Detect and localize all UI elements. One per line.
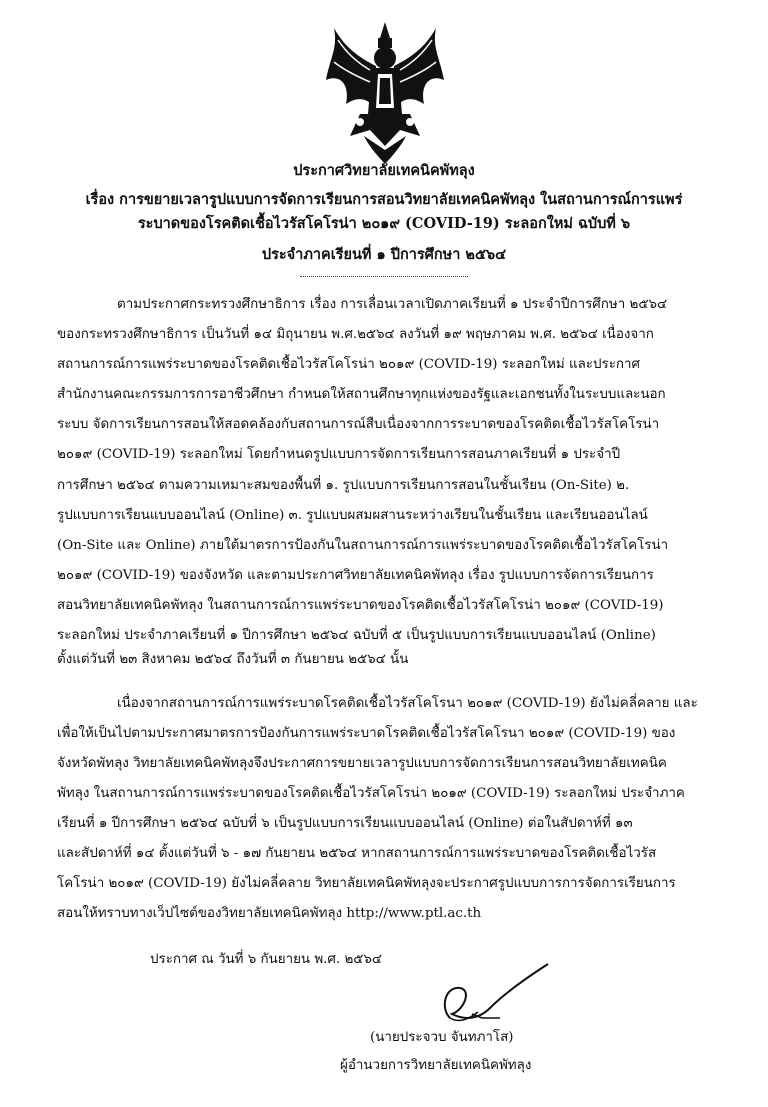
paragraph2-line: เนื่องจากสถานการณ์การแพร่ระบาดโรคติดเชื้อไวรัสโคโรนา ๒๐๑๙ (COVID-19) ยังไม่คลี่คลาย และ	[117, 696, 698, 711]
paragraph2-line: เรียนที่ ๑ ปีการศึกษา ๒๕๖๔ ฉบับที่ ๖ เป็นรูปแบบการเรียนแบบออนไลน์ (Online) ต่อในสัปดาห์ที่ ๑๓	[57, 816, 633, 831]
paragraph1-line: ๒๐๑๙ (COVID-19) ของจังหวัด และตามประกาศวิทยาลัยเทคนิคพัทลุง เรื่อง รูปแบบการจัดการเรียนการ	[57, 568, 654, 583]
subject-line-2: ระบาดของโรคติดเชื้อไวรัสโคโรน่า ๒๐๑๙ (COVID-19) ระลอกใหม่ ฉบับที่ ๖	[137, 215, 631, 232]
subject-line-1: เรื่อง การขยายเวลารูปแบบการจัดการเรียนการสอนวิทยาลัยเทคนิคพัทลุง ในสถานการณ์การแพร่	[85, 191, 683, 208]
signer-name: (นายประจวบ จันทภาโส)	[370, 1030, 514, 1045]
semester-line: ประจำภาคเรียนที่ ๑ ปีการศึกษา ๒๕๖๔	[261, 246, 507, 263]
paragraph1-line: ระลอกใหม่ ประจำภาคเรียนที่ ๑ ปีการศึกษา ๒๕๖๔ ฉบับที่ ๕ เป็นรูปแบบการเรียนแบบออนไลน์ (Online)	[57, 628, 656, 643]
paragraph1-line: การศึกษา ๒๕๖๔ ตามความเหมาะสมของพื้นที่ ๑. รูปแบบการเรียนการสอนในชั้นเรียน (On-Site) ๒.	[57, 478, 630, 493]
paragraph2-line: และสัปดาห์ที่ ๑๔ ตั้งแต่วันที่ ๖ - ๑๗ กันยายน ๒๕๖๔ หากสถานการณ์การแพร่ระบาดของโรคติดเชื้อไวรัส	[57, 846, 657, 861]
paragraph2-line: โคโรน่า ๒๐๑๙ (COVID-19) ยังไม่คลี่คลาย วิทยาลัยเทคนิคพัทลุงจะประกาศรูปแบบการการจัดการเรียนการ	[57, 876, 676, 891]
paragraph1-line: ตั้งแต่วันที่ ๒๓ สิงหาคม ๒๕๖๔ ถึงวันที่ ๓ กันยายน ๒๕๖๔ นั้น	[57, 652, 409, 667]
paragraph1-line: (On-Site และ Online) ภายใต้มาตรการป้องกันในสถานการณ์การแพร่ระบาดของโรคติดเชื้อไวรัสโคโรน่า	[57, 538, 669, 553]
paragraph2-line: สอนให้ทราบทางเว็ปไซต์ของวิทยาลัยเทคนิคพัทลุง http://www.ptl.ac.th	[57, 906, 482, 921]
paragraph1-line: ๒๐๑๙ (COVID-19) ระลอกใหม่ โดยกำหนดรูปแบบการจัดการเรียนการสอนภาคเรียนที่ ๑ ประจำปี	[57, 447, 621, 462]
announcement-title: ประกาศวิทยาลัยเทคนิคพัทลุง	[293, 162, 475, 179]
paragraph2-line: พัทลุง ในสถานการณ์การแพร่ระบาดของโรคติดเชื้อไวรัสโคโรน่า ๒๐๑๙ (COVID-19) ระลอกใหม่ ประจำภาค	[57, 786, 685, 801]
dotted-divider	[300, 276, 468, 277]
signer-position: ผู้อำนวยการวิทยาลัยเทคนิคพัทลุง	[340, 1058, 532, 1073]
paragraph1-line: สอนวิทยาลัยเทคนิคพัทลุง ในสถานการณ์การแพร่ระบาดของโรคติดเชื้อไวรัสโคโรน่า ๒๐๑๙ (COVID-19)	[57, 598, 664, 613]
paragraph1-line: ระบบ จัดการเรียนการสอนให้สอดคล้องกับสถานการณ์สืบเนื่องจากการระบาดของโรคติดเชื้อไวรัสโคโรน่า	[57, 417, 660, 432]
paragraph1-line: ของกระทรวงศึกษาธิการ เป็นวันที่ ๑๔ มิถุนายน พ.ศ.๒๕๖๔ ลงวันที่ ๑๙ พฤษภาคม พ.ศ. ๒๕๖๔ เนื่องจาก	[57, 327, 654, 342]
paragraph1-line: รูปแบบการเรียนแบบออนไลน์ (Online) ๓. รูปแบบผสมผสานระหว่างเรียนในชั้นเรียน และเรียนออนไลน์	[57, 508, 648, 523]
paragraph1-line: ตามประกาศกระทรวงศึกษาธิการ เรื่อง การเลื่อนเวลาเปิดภาคเรียนที่ ๑ ประจำปีการศึกษา ๒๕๖๔	[117, 297, 668, 312]
paragraph1-line: สำนักงานคณะกรรมการการอาชีวศึกษา กำหนดให้สถานศึกษาทุกแห่งของรัฐและเอกชนทั้งในระบบและนอก	[57, 387, 666, 402]
paragraph1-line: สถานการณ์การแพร่ระบาดของโรคติดเชื้อไวรัสโคโรน่า ๒๐๑๙ (COVID-19) ระลอกใหม่ และประกาศ	[57, 357, 641, 372]
paragraph2-line: เพื่อให้เป็นไปตามประกาศมาตรการป้องกันการแพร่ระบาดโรคติดเชื้อไวรัสโคโรนา ๒๐๑๙ (COVID-19) ของ	[57, 726, 676, 741]
garuda-emblem-icon	[320, 18, 450, 166]
paragraph2-line: จังหวัดพัทลุง วิทยาลัยเทคนิคพัทลุงจึงประกาศการขยายเวลารูปแบบการจัดการเรียนการสอนวิทยาลัยเทคนิค	[57, 756, 667, 771]
handwritten-signature-icon	[420, 958, 570, 1038]
announce-date: ประกาศ ณ วันที่ ๖ กันยายน พ.ศ. ๒๕๖๔	[150, 952, 383, 967]
